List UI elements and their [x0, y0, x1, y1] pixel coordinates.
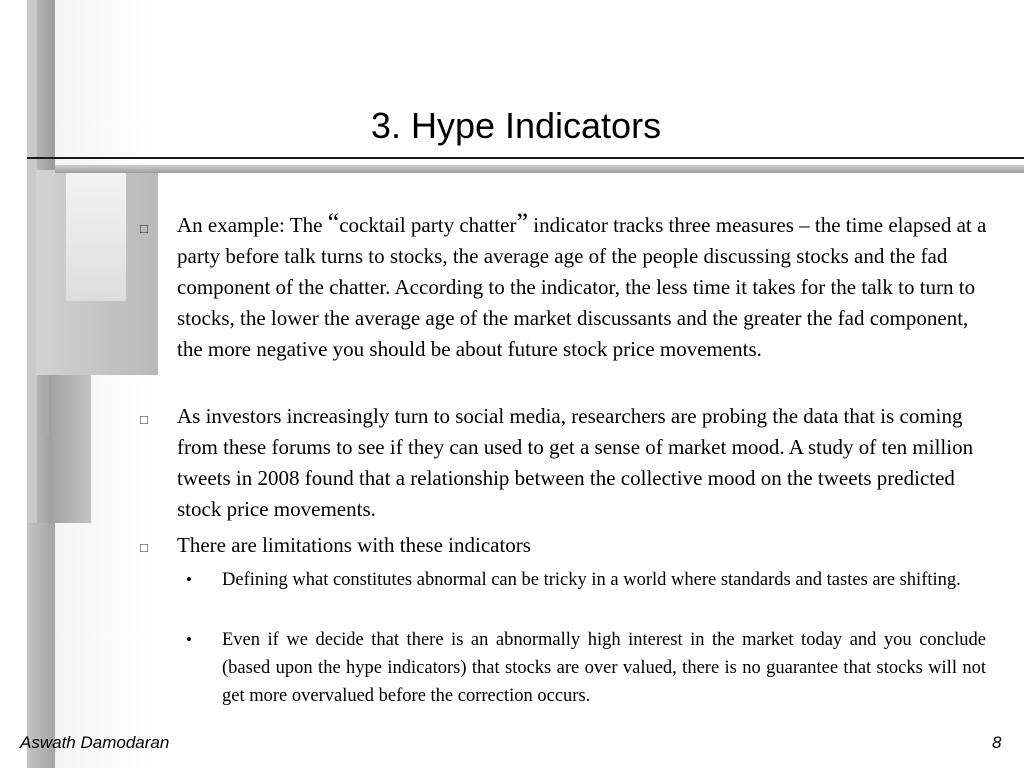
slide-title: 3. Hype Indicators [370, 105, 662, 146]
decorative-block [66, 170, 126, 301]
decorative-block [49, 375, 91, 523]
sub-bullet-dot: • [186, 570, 192, 589]
footer-author: Aswath Damodaran [20, 733, 170, 752]
bullet-paragraph [177, 210, 989, 365]
close-quote: ” [516, 208, 528, 237]
bullet-text: indicator tracks three measures – the time elapsed at a party before talk turns to stocks, the average age of the people discussing stocks and the fad component of the chatter. According to the indicator, the less time it takes for the talk to turn to stocks, the lower the average age of the market discussants and the greater the fad component, the more negative you should be about future stock price movements. [177, 213, 987, 361]
sub-bullet-text: Defining what constitutes abnormal can be tricky in a world where standards and tastes are shifting. [222, 570, 961, 590]
decorative-block [27, 523, 55, 768]
sub-bullet-dot: • [186, 630, 192, 649]
title-underline-bar [55, 165, 1024, 173]
open-quote: “ [327, 208, 340, 237]
square-bullet-icon: □ [140, 412, 148, 427]
square-bullet-icon: □ [140, 540, 148, 555]
quoted-term: cocktail party chatter [339, 213, 517, 237]
title-divider [27, 157, 1024, 159]
bullet-paragraph: There are limitations with these indicators [177, 533, 531, 557]
sub-bullet-text: Even if we decide that there is an abnormally high interest in the market today and you conclude (based upon the hype indicators) that stocks are over valued, there is no guarantee that stocks will not get more overvalued before the correction occurs. [222, 630, 986, 706]
footer-page-number: 8 [992, 733, 1002, 752]
bullet-text: An example: The [177, 213, 328, 237]
square-bullet-icon: □ [140, 221, 148, 236]
bullet-paragraph: As investors increasingly turn to social media, researchers are probing the data that is coming from these forums to see if they can used to get a sense of market mood. A study of ten million tweets in 2008 found that a relationship between the collective mood on the tweets predicted stock price movements. [177, 404, 974, 521]
